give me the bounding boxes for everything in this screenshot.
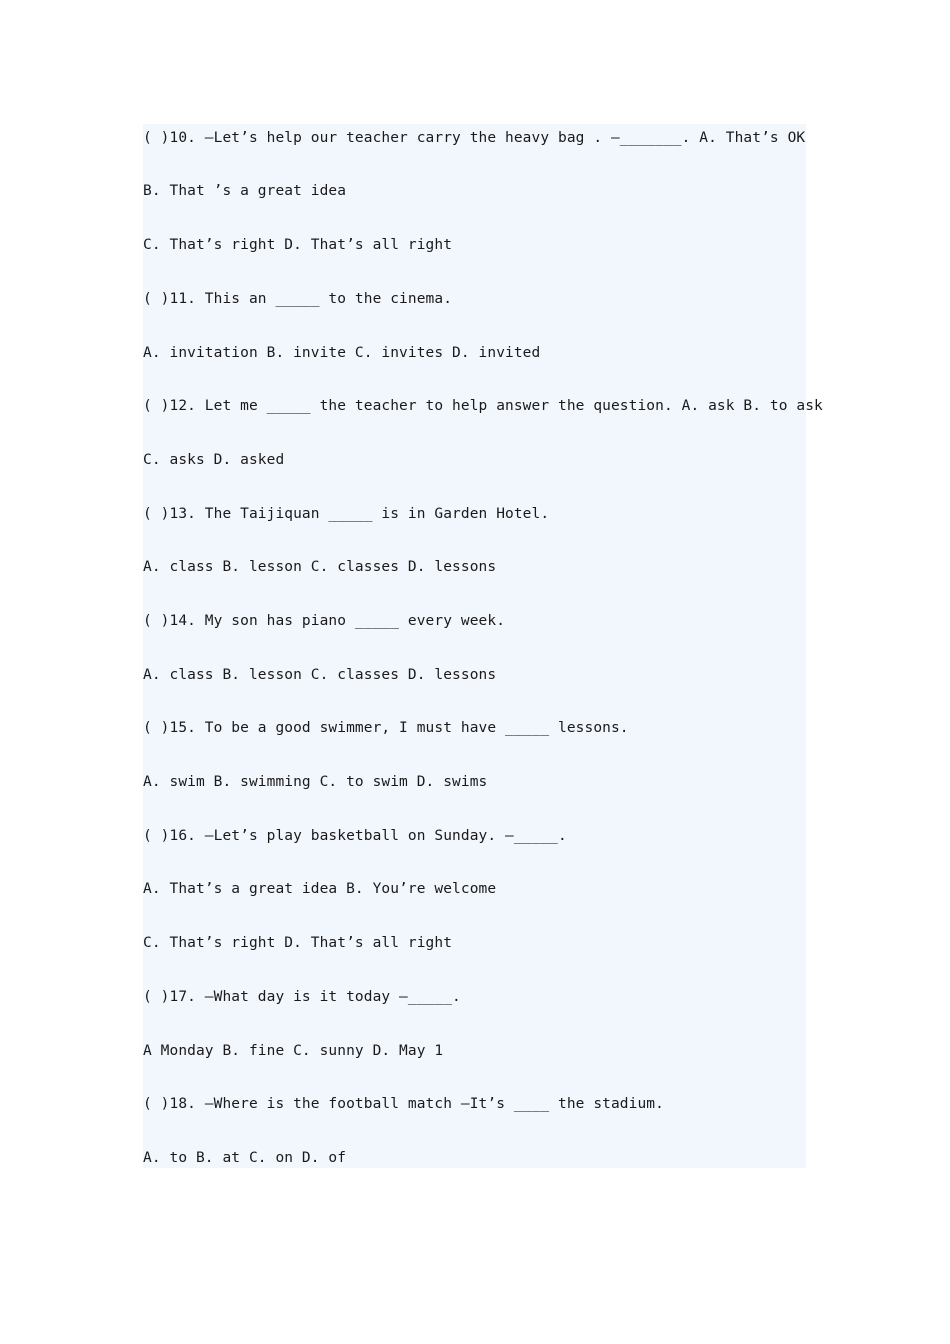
question-13-line: ( )13. The Taijiquan _____ is in Garden Hotel. <box>143 506 550 522</box>
question-11-line: ( )11. This an _____ to the cinema. <box>143 291 453 307</box>
question-15-options: A. swim B. swimming C. to swim D. swims <box>143 774 488 790</box>
question-10-options-cd: C. That’s right D. That’s all right <box>143 237 453 253</box>
question-14-line: ( )14. My son has piano _____ every week. <box>143 613 506 629</box>
question-13-options: A. class B. lesson C. classes D. lessons <box>143 559 497 575</box>
exercise-block <box>143 124 823 1168</box>
question-12-options-cd: C. asks D. asked <box>143 452 285 468</box>
question-18-line: ( )18. —Where is the football match —It’s ____ the stadium. <box>143 1096 664 1112</box>
question-12-line: ( )12. Let me _____ the teacher to help answer the question. A. ask B. to ask <box>143 398 823 414</box>
question-16-options-cd: C. That’s right D. That’s all right <box>143 935 453 951</box>
question-17-line: ( )17. —What day is it today —_____. <box>143 989 461 1005</box>
question-11-options: A. invitation B. invite C. invites D. invited <box>143 345 541 361</box>
question-16-line: ( )16. —Let’s play basketball on Sunday. —_____. <box>143 828 567 844</box>
question-17-options: A Monday B. fine C. sunny D. May 1 <box>143 1043 444 1059</box>
question-15-line: ( )15. To be a good swimmer, I must have _____ lessons. <box>143 720 629 736</box>
question-10-option-b: B. That ’s a great idea <box>143 183 347 199</box>
question-18-options: A. to B. at C. on D. of <box>143 1150 347 1166</box>
question-10-line: ( )10. —Let’s help our teacher carry the heavy bag . —_______. A. That’s OK <box>143 130 806 146</box>
question-14-options: A. class B. lesson C. classes D. lessons <box>143 667 497 683</box>
question-16-options-ab: A. That’s a great idea B. You’re welcome <box>143 881 497 897</box>
